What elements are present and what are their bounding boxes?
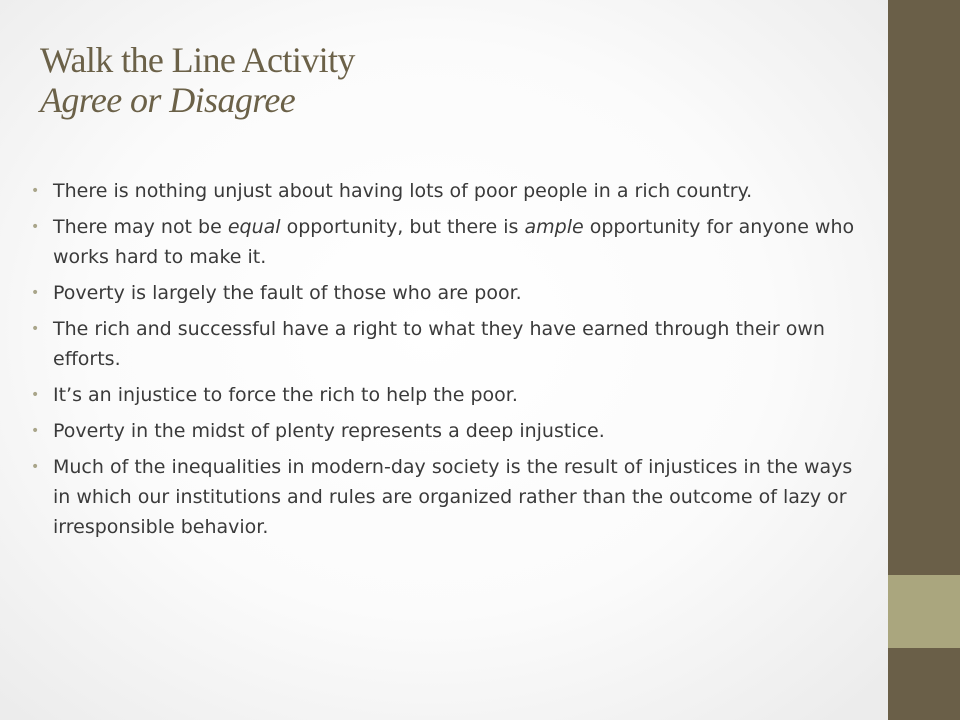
bullet-text: Poverty is largely the fault of those who are poor.: [53, 282, 522, 304]
bullet-text: There is nothing unjust about having lots of poor people in a rich country.: [53, 180, 753, 202]
bullet-text: There may not be: [53, 216, 228, 238]
bullet-item: [31, 380, 861, 410]
bullet-text: opportunity for anyone who works hard to make it.: [53, 216, 855, 268]
bullet-text: It’s an injustice to force the rich to help the poor.: [53, 384, 518, 406]
decorative-sidebar: [888, 0, 960, 720]
bullet-marker: •: [31, 219, 40, 235]
bullet-marker: •: [31, 459, 40, 475]
bullet-item: [31, 314, 861, 374]
bullet-item: [31, 176, 861, 206]
sidebar-band-bottom: [888, 648, 960, 720]
bullet-marker: •: [31, 285, 40, 301]
bullet-item: [31, 452, 861, 542]
bullet-item: [31, 416, 861, 446]
sidebar-band-middle: [888, 575, 960, 648]
bullet-item: [31, 278, 861, 308]
bullet-marker: •: [31, 183, 40, 199]
sidebar-band-top: [888, 0, 960, 575]
bullet-text: Poverty in the midst of plenty represents a deep injustice.: [53, 420, 605, 442]
bullet-item: [31, 212, 861, 272]
bullet-text: opportunity, but there is: [280, 216, 525, 238]
bullet-list: [31, 176, 861, 548]
bullet-text: Much of the inequalities in modern-day society is the result of injustices in the ways in which our institutions and rules are organized rather than the outcome of lazy or irresponsible behavior.: [53, 456, 853, 538]
slide-subtitle: Agree or Disagree: [40, 80, 296, 120]
bullet-marker: •: [31, 321, 40, 337]
emphasis-text: ample: [524, 216, 584, 238]
emphasis-text: equal: [227, 216, 281, 238]
bullet-marker: •: [31, 387, 40, 403]
slide-title-block: [40, 40, 860, 120]
slide-title: Walk the Line Activity: [40, 40, 355, 80]
bullet-text: The rich and successful have a right to what they have earned through their own efforts.: [53, 318, 825, 370]
bullet-marker: •: [31, 423, 40, 439]
